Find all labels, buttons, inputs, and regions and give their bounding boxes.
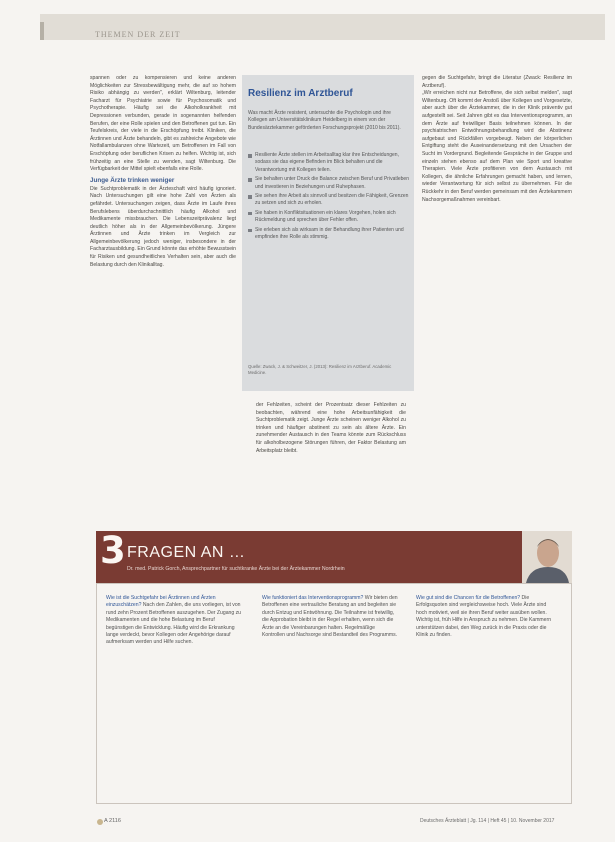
interview-number: 3	[100, 529, 126, 572]
info-box-list	[248, 152, 410, 243]
info-box-title: Resilienz im Arztberuf	[248, 88, 353, 99]
info-box-item: Sie haben in Konfliktsituationen ein klares Vorgehen, holen sich Rückmeldung und sprechen über Fehler offen.	[248, 210, 410, 225]
article-column-2	[256, 402, 406, 515]
info-box-item: Resiliente Ärzte stellen im Arbeitsalltag klar ihre Entscheidungen, sodass sie das eigene Befinden im Blick behalten und die Verantwortung mit Kollegen teilen.	[248, 152, 410, 174]
question-text: Wie funktioniert das Interventionsprogramm?	[262, 595, 364, 601]
answer-text: Die Erfolgsquoten sind vergleichsweise hoch. Viele Ärzte sind hoch motiviert, weil sie ihren Beruf weiter ausüben wollen. Wichtig ist, früh Hilfe in Anspruch zu nehmen. Die Kammern unterstützen dabei, den Weg zurück in die Praxis oder die Klinik zu finden.	[416, 595, 552, 639]
article-paragraph: der Fehlzeiten, scheint der Prozentsatz dieser Fehlzeiten zu beobachten, während eine hohe Arbeitsunfähigkeit die Suchtproblematik zeigt. Junge Ärzte scheinen weniger Alkohol zu trinken und häufiger abstinent zu sein als ältere Ärzte. Ein zunehmender Austausch in den Teams könnte zum Rückschluss für alkoholbezogene Störungen führen, der Faktor Belastung am Arbeitsplatz bleibt.	[256, 402, 406, 454]
info-box-item: Sie erleben sich als wirksam in der Behandlung ihrer Patienten und empfinden ihre Rolle als stimmig.	[248, 227, 410, 242]
info-box-item: Sie sehen ihre Arbeit als sinnvoll und besitzen die Fähigkeit, Grenzen zu setzen und sich zu erholen.	[248, 193, 410, 208]
page-number: A 2116	[104, 818, 122, 824]
qa-block-1	[106, 595, 242, 647]
portrait-image	[522, 531, 572, 583]
interview-heading: FRAGEN AN …	[127, 544, 246, 561]
article-column-1	[90, 75, 236, 515]
question-text: Wie ist die Suchtgefahr bei Ärztinnen und Ärzten einzuschätzen?	[106, 595, 216, 609]
info-box-item: Sie behalten unter Druck die Balance zwischen Beruf und Privatleben und investieren in Beziehungen und Ruhephasen.	[248, 176, 410, 191]
info-box-source: Quelle: Zwack, J. & Schweitzer, J. (2013): Resilienz im Arztberuf. Academic Medicine.	[248, 364, 392, 375]
article-paragraph: gegen die Suchtgefahr, bringt die Literatur (Zwack: Resilienz im Arztberuf).	[422, 75, 572, 89]
article-paragraph: „Wir erreichen nicht nur Betroffene, die sich selbst melden", sagt Wiltenburg. Oft kommt der Anstoß über Kollegen und Vorgesetzte, aber auch über die Ärztekammer, die in der Klinik präventiv gut aufgestellt sei. Seit Jahren gibt es das Interventionsprogramm, an dem Ärzte auf freiwilliger Basis teilnehmen können. In der psychiatrischen Entwöhnungsbehandlung wird die Abstinenz aufgebaut und Rückfällen vorgebeugt. Neben der körperlichen Entgiftung steht die Auseinandersetzung mit den Ursachen der Sucht im Vordergrund. Begleitende Gespräche in der Gruppe und einzeln stehen ebenso auf dem Plan wie Sport und kreative Therapien. Viele Ärzte profitieren von dem Austausch mit Kollegen, die ähnliche Erfahrungen gemacht haben, und lernen, wieder Verantwortung für sich selbst zu übernehmen. Für die Rückkehr in den Beruf werden gemeinsam mit den Ärztekammern Nachsorgemaßnahmen vereinbart.	[422, 90, 572, 203]
section-title: THEMEN DER ZEIT	[95, 30, 181, 39]
interview-subtitle: Dr. med. Patrick Gorch, Ansprechpartner für suchtkranke Ärzte bei der Ärztekammer Nordrhein	[127, 566, 345, 572]
qa-block-3	[416, 595, 552, 639]
article-subheading: Junge Ärzte trinken weniger	[90, 176, 175, 184]
answer-text: Wir bieten den Betroffenen eine vertrauliche Beratung an und begleiten sie durch Entzug und Entwöhnung. Die Teilnahme ist freiwillig, die Approbation bleibt in der Regel erhalten, wenn sich die Ärzte an die Vereinbarungen halten. Regelmäßige Kontrollen und Nachsorge sind Bestandteil des Programms.	[262, 595, 398, 639]
article-paragraph: Die Suchtproblematik in der Ärzteschaft wird häufig ignoriert. Nach Untersuchungen gilt eine hohe Zahl von Ärzten als gefährdet. Untersuchungen zeigen, dass Ärzte im Laufe ihres Berufslebens überdurchschnittlich häufig Alkohol und Medikamente missbrauchen. Die Lebenszeitprävalenz liegt deutlich höher als in der Allgemeinbevölkerung. Jüngere Ärztinnen und Ärzte trinken im Vergleich zur Allgemeinbevölkerung jedoch weniger, insbesondere in der Facharztausbildung. Ein Grund könnte das erhöhte Bewusstsein für Risiken und gesundheitliches Verhalten sein, aber auch die Belastung durch den Klinikalltag.	[90, 185, 236, 268]
answer-text: Nach den Zahlen, die uns vorliegen, ist von rund zehn Prozent Betroffenen auszugehen. Der Zugang zu Medikamenten und die hohe Belastung im Beruf begünstigen die Entwicklung. Häufig wird die Erkrankung lange verdeckt, bevor Kollegen oder Angehörige darauf aufmerksam werden und Hilfe suchen.	[106, 602, 241, 646]
article-paragraph: spannen oder zu kompensieren und keine anderen Möglichkeiten zur Stressbewältigung mehr, die auf so hohem Risiko abhängig zu werden", erklärt Wiltenburg, leitender Facharzt für Psychiatrie sowie für Psychosomatik und Psychotherapie. Häufig sei die Alkoholkrankheit mit Depressionen verbunden, gerade in sogenannten helfenden Berufen, der eine Rolle spielen und den Betroffenen gut tun. Ein Teufelskreis, der viele in die Erschöpfung treibt. Kliniken, die Ärztinnen und Ärzte behandeln, gibt es zahlreiche Angebote wie Notfallambulanzen ohne Wartezeit, um Betroffenen im Fall von Erschöpfung oder beruflichen Krisen zu helfen. Wichtig ist, sich frühzeitig an eine Stelle zu wenden, sagt Wiltenburg. Die Verfügbarkeit der Mittel spielt ebenfalls eine Rolle.	[90, 75, 236, 173]
journal-logo-icon	[97, 819, 103, 825]
portrait-photo	[522, 531, 572, 583]
question-text: Wie gut sind die Chancen für die Betroffenen?	[416, 595, 521, 601]
section-marker	[40, 22, 44, 40]
journal-citation: Deutsches Ärzteblatt | Jg. 114 | Heft 45 | 10. November 2017	[420, 818, 555, 824]
info-box-intro: Was macht Ärzte resistent, untersuchte die Psychologin und ihre Kollegen am Universitätsklinikum Heidelberg in einem von der Bundesärztekammer geförderten Forschungsprojekt (2010 bis 2011).	[248, 110, 401, 131]
qa-block-2	[262, 595, 398, 639]
article-column-3	[422, 75, 572, 505]
